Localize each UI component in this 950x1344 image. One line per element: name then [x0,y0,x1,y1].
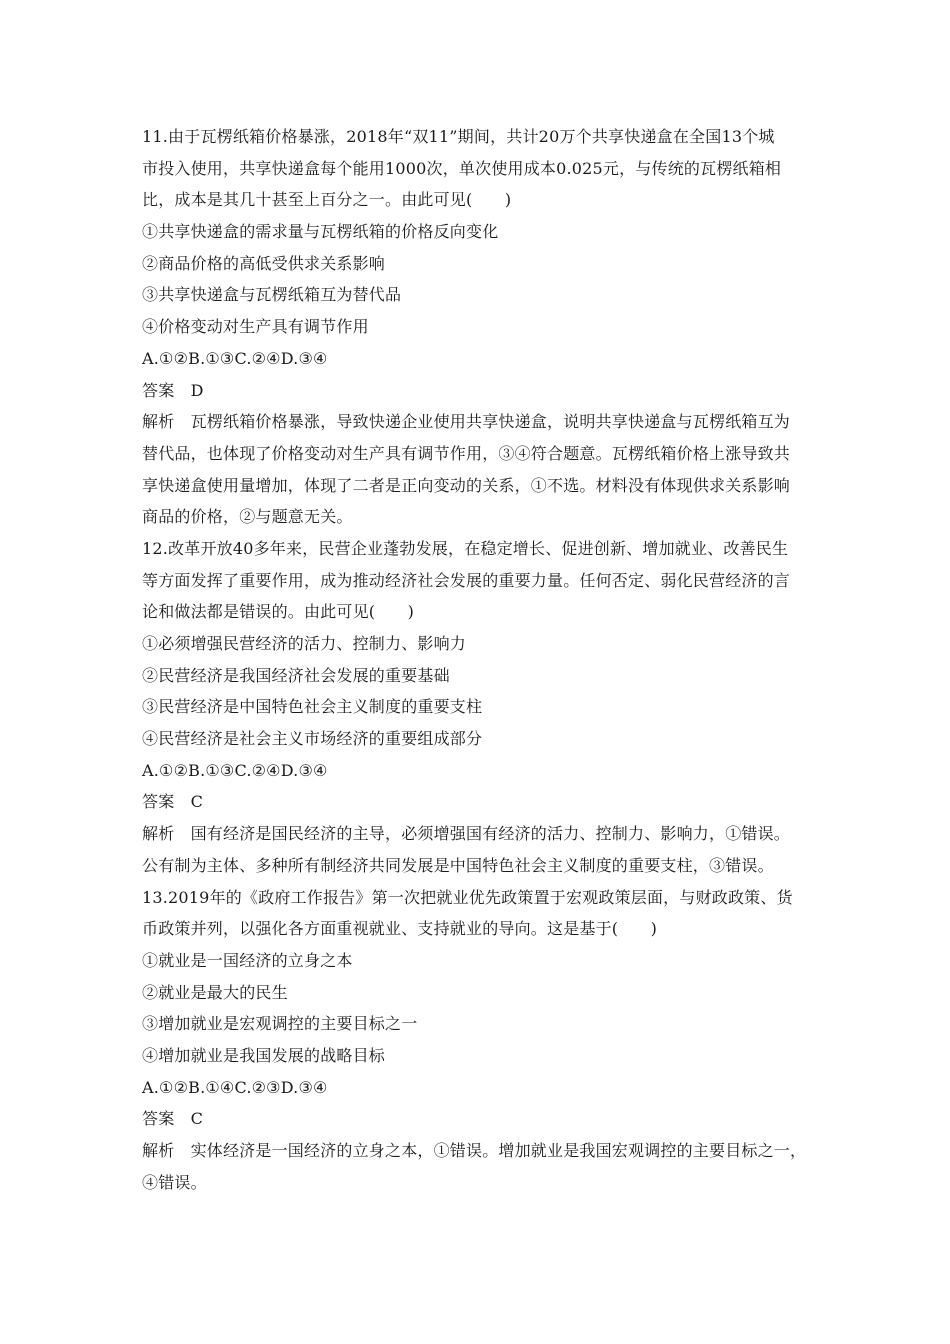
question-stem-line: 比，成本是其几十甚至上百分之一。由此可见( ) [142,190,512,210]
analysis-line: 解析 瓦楞纸箱价格暴涨，导致快递企业使用共享快递盒，说明共享快递盒与瓦楞纸箱互为 [142,412,791,432]
option-item: ④价格变动对生产具有调节作用 [142,317,369,337]
question-stem-line: 等方面发挥了重要作用，成为推动经济社会发展的重要力量。任何否定、弱化民营经济的言 [142,570,791,590]
answer-key: 答案 C [142,1109,204,1129]
option-item: ④民营经济是社会主义市场经济的重要组成部分 [142,729,483,749]
option-item: ①共享快递盒的需求量与瓦楞纸箱的价格反向变化 [142,222,499,242]
analysis-line: 商品的价格，②与题意无关。 [142,507,353,527]
answer-choices: A.①②B.①③C.②④D.③④ [142,760,328,780]
option-item: ③共享快递盒与瓦楞纸箱互为替代品 [142,285,402,305]
analysis-line: 解析 国有经济是国民经济的主导，必须增强国有经济的活力、控制力、影响力，①错误。 [142,824,791,844]
question-11 [142,121,812,533]
option-item: ②就业是最大的民生 [142,982,288,1002]
option-item: ③增加就业是宏观调控的主要目标之一 [142,1014,418,1034]
option-item: ①必须增强民营经济的活力、控制力、影响力 [142,634,467,653]
question-stem-line: 市投入使用，共享快递盒每个能用1000次，单次使用成本0.025元，与传统的瓦楞纸箱相 [142,158,782,178]
answer-choices: A.①②B.①③C.②④D.③④ [142,348,328,368]
question-12 [142,533,812,882]
option-item: ②民营经济是我国经济社会发展的重要基础 [142,665,450,685]
option-item: ①就业是一国经济的立身之本 [142,950,353,970]
answer-key: 答案 C [142,792,204,812]
analysis-line: 解析 实体经济是一国经济的立身之本，①错误。增加就业是我国宏观调控的主要目标之一， [142,1141,807,1160]
analysis-line: ④错误。 [142,1172,207,1192]
option-item: ④增加就业是我国发展的战略目标 [142,1045,386,1065]
question-stem-line: 12.改革开放40多年来，民营企业蓬勃发展，在稳定增长、促进创新、增加就业、改善民生 [142,538,789,558]
analysis-line: 公有制为主体、多种所有制经济共同发展是中国特色社会主义制度的重要支柱，③错误。 [142,855,774,875]
question-stem-line: 币政策并列，以强化各方面重视就业、支持就业的导向。这是基于( ) [142,919,658,939]
document-page [142,121,812,1198]
question-stem-line: 论和做法都是错误的。由此可见( ) [142,602,415,622]
analysis-line: 替代品，也体现了价格变动对生产具有调节作用，③④符合题意。瓦楞纸箱价格上涨导致共 [142,443,791,463]
question-stem-line: 11.由于瓦楞纸箱价格暴涨，2018年“双11”期间，共计20万个共享快递盒在全国13个城 [142,127,775,146]
answer-choices: A.①②B.①④C.②③D.③④ [142,1077,328,1097]
question-13 [142,882,812,1199]
analysis-line: 享快递盒使用量增加，体现了二者是正向变动的关系，①不选。材料没有体现供求关系影响 [142,475,791,495]
option-item: ②商品价格的高低受供求关系影响 [142,253,386,273]
answer-key: 答案 D [142,380,204,400]
question-stem-line: 13.2019年的《政府工作报告》第一次把就业优先政策置于宏观政策层面，与财政政策、货 [142,887,793,907]
option-item: ③民营经济是中国特色社会主义制度的重要支柱 [142,697,483,717]
